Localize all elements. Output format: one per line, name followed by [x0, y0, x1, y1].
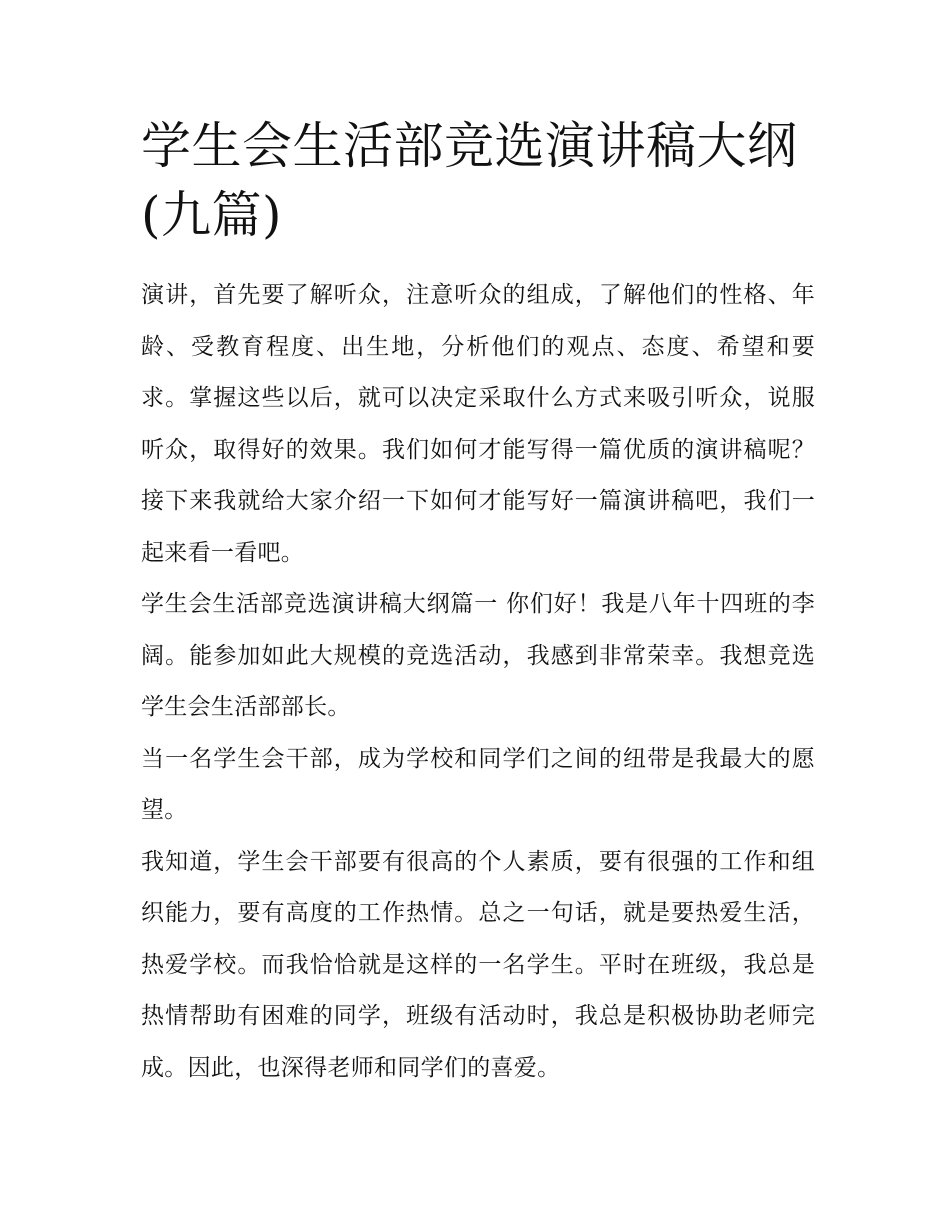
document-title: 学生会生活部竞选演讲稿大纲(九篇): [141, 117, 798, 244]
paragraph-intro: 演讲，首先要了解听众，注意听众的组成，了解他们的性格、年龄、受教育程度、出生地，分析他们的观点、态度、希望和要求。掌握这些以后，就可以决定采取什么方式来吸引听众，说服听众，取得好的效果。我们如何才能写得一篇优质的演讲稿呢？接下来我就给大家介绍一下如何才能写好一篇演讲稿吧，我们一起来看一看吧。: [141, 282, 815, 566]
paragraph-qualities: 我知道，学生会干部要有很高的个人素质，要有很强的工作和组织能力，要有高度的工作热情。总之一句话，就是要热爱生活，热爱学校。而我恰恰就是这样的一名学生。平时在班级，我总是热情帮助有困难的同学，班级有活动时，我总是积极协助老师完成。因此，也深得老师和同学们的喜爱。: [141, 848, 815, 1081]
paragraph-speech-opening: 学生会生活部竞选演讲稿大纲篇一 你们好！我是八年十四班的李阔。能参加如此大规模的竞选活动，我感到非常荣幸。我想竞选学生会生活部部长。: [141, 591, 815, 720]
document-body: [141, 112, 815, 1094]
paragraph-wish: 当一名学生会干部，成为学校和同学们之间的纽带是我最大的愿望。: [141, 745, 815, 823]
